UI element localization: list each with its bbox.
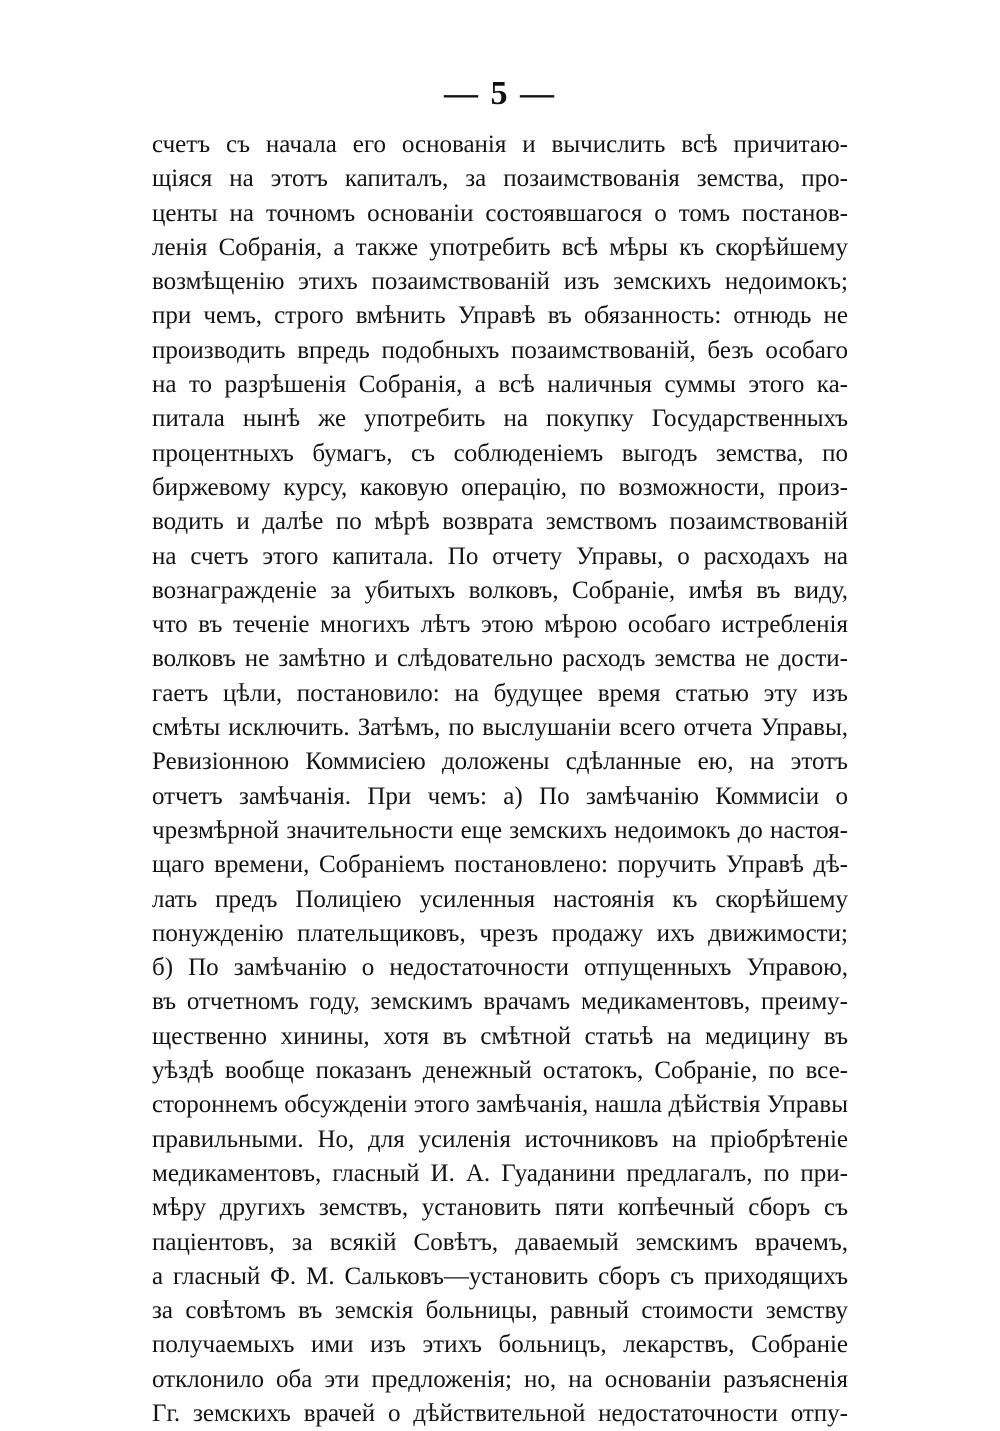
text-line: щаго времени, Собраніемъ постановлено: поручить Управѣ дѣ- [152, 851, 848, 879]
text-line: на счетъ этого капитала. По отчету Управы, о расходахъ на [152, 542, 848, 570]
body-text [152, 128, 848, 1431]
text-line: волковъ не замѣтно и слѣдовательно расходъ земства не дости- [152, 645, 848, 673]
text-line: процентныхъ бумагъ, съ соблюденіемъ выгодъ земства, по [152, 439, 848, 467]
text-line: Гг. земскихъ врачей о дѣйствительной недостаточности отпу- [152, 1399, 848, 1427]
text-line: въ отчетномъ году, земскимъ врачамъ медикаментовъ, преиму- [152, 988, 848, 1016]
text-line: понужденію плательщиковъ, чрезъ продажу ихъ движимости; [152, 919, 848, 947]
text-line: а гласный Ф. М. Сальковъ—установить сборъ съ приходящихъ [152, 1262, 848, 1290]
text-line: отклонило оба эти предложенія; но, на основаніи разъясненія [152, 1365, 848, 1393]
text-line: при чемъ, строго вмѣнить Управѣ въ обязанность: отнюдь не [152, 302, 848, 330]
text-line: счетъ съ начала его основанія и вычислить всѣ причитаю- [152, 131, 848, 158]
text-line: медикаментовъ, гласный И. А. Гуаданини предлагалъ, по при- [152, 1159, 848, 1187]
text-line: питала нынѣ же употребить на покупку Государственныхъ [152, 405, 848, 433]
text-line: правильными. Но, для усиленія источниковъ на пріобрѣтеніе [152, 1125, 848, 1153]
text-line: мѣру другихъ земствъ, установить пяти копѣечный сборъ съ [152, 1194, 848, 1222]
text-line: биржевому курсу, каковую операцію, по возможности, произ- [152, 473, 848, 501]
text-line: производить впредь подобныхъ позаимствованій, безъ особаго [152, 336, 848, 364]
text-line: стороннемъ обсужденіи этого замѣчанія, нашла дѣйствія Управы [152, 1091, 848, 1119]
text-line: гаетъ цѣли, постановило: на будущее время статью эту изъ [152, 679, 848, 707]
text-line: паціентовъ, за всякій Совѣтъ, даваемый земскимъ врачемъ, [152, 1228, 848, 1256]
text-line: водить и далѣе по мѣрѣ возврата земствомъ позаимствованій [152, 508, 848, 536]
text-line: щественно хинины, хотя въ смѣтной статьѣ на медицину въ [152, 1022, 848, 1050]
text-line: центы на точномъ основаніи состоявшагося о томъ постанов- [152, 199, 848, 227]
text-line: отчетъ замѣчанія. При чемъ: а) По замѣчанію Коммисіи о [152, 782, 848, 810]
text-line: Ревизіонною Коммисіею доложены сдѣланные ею, на этотъ [152, 748, 848, 776]
text-line: лать предъ Полиціею усиленныя настоянія къ скорѣйшему [152, 885, 848, 913]
text-line: вознагражденіе за убитыхъ волковъ, Собраніе, имѣя въ виду, [152, 576, 848, 604]
text-line: за совѣтомъ въ земскія больницы, равный стоимости земству [152, 1297, 848, 1325]
text-line: на то разрѣшенія Собранія, а всѣ наличныя суммы этого ка- [152, 371, 848, 399]
text-line: уѣздѣ вообще показанъ денежный остатокъ, Собраніе, по все- [152, 1057, 848, 1085]
text-line: чрезмѣрной значительности еще земскихъ недоимокъ до настоя- [152, 816, 848, 844]
page-number: — 5 — [444, 75, 556, 112]
text-line: ленія Собранія, а также употребить всѣ мѣры къ скорѣйшему [152, 233, 848, 261]
text-line: что въ теченіе многихъ лѣтъ этою мѣрою особаго истребленія [152, 611, 848, 639]
text-line: смѣты исключить. Затѣмъ, по выслушаніи всего отчета Управы, [152, 714, 848, 742]
text-line: б) По замѣчанію о недостаточности отпущенныхъ Управою, [152, 954, 848, 982]
text-line: получаемыхъ ими изъ этихъ больницъ, лекарствъ, Собраніе [152, 1331, 848, 1359]
text-line: возмѣщенію этихъ позаимствованій изъ земскихъ недоимокъ; [152, 268, 848, 296]
text-line: щіяся на этотъ капиталъ, за позаимствованія земства, про- [152, 165, 848, 193]
